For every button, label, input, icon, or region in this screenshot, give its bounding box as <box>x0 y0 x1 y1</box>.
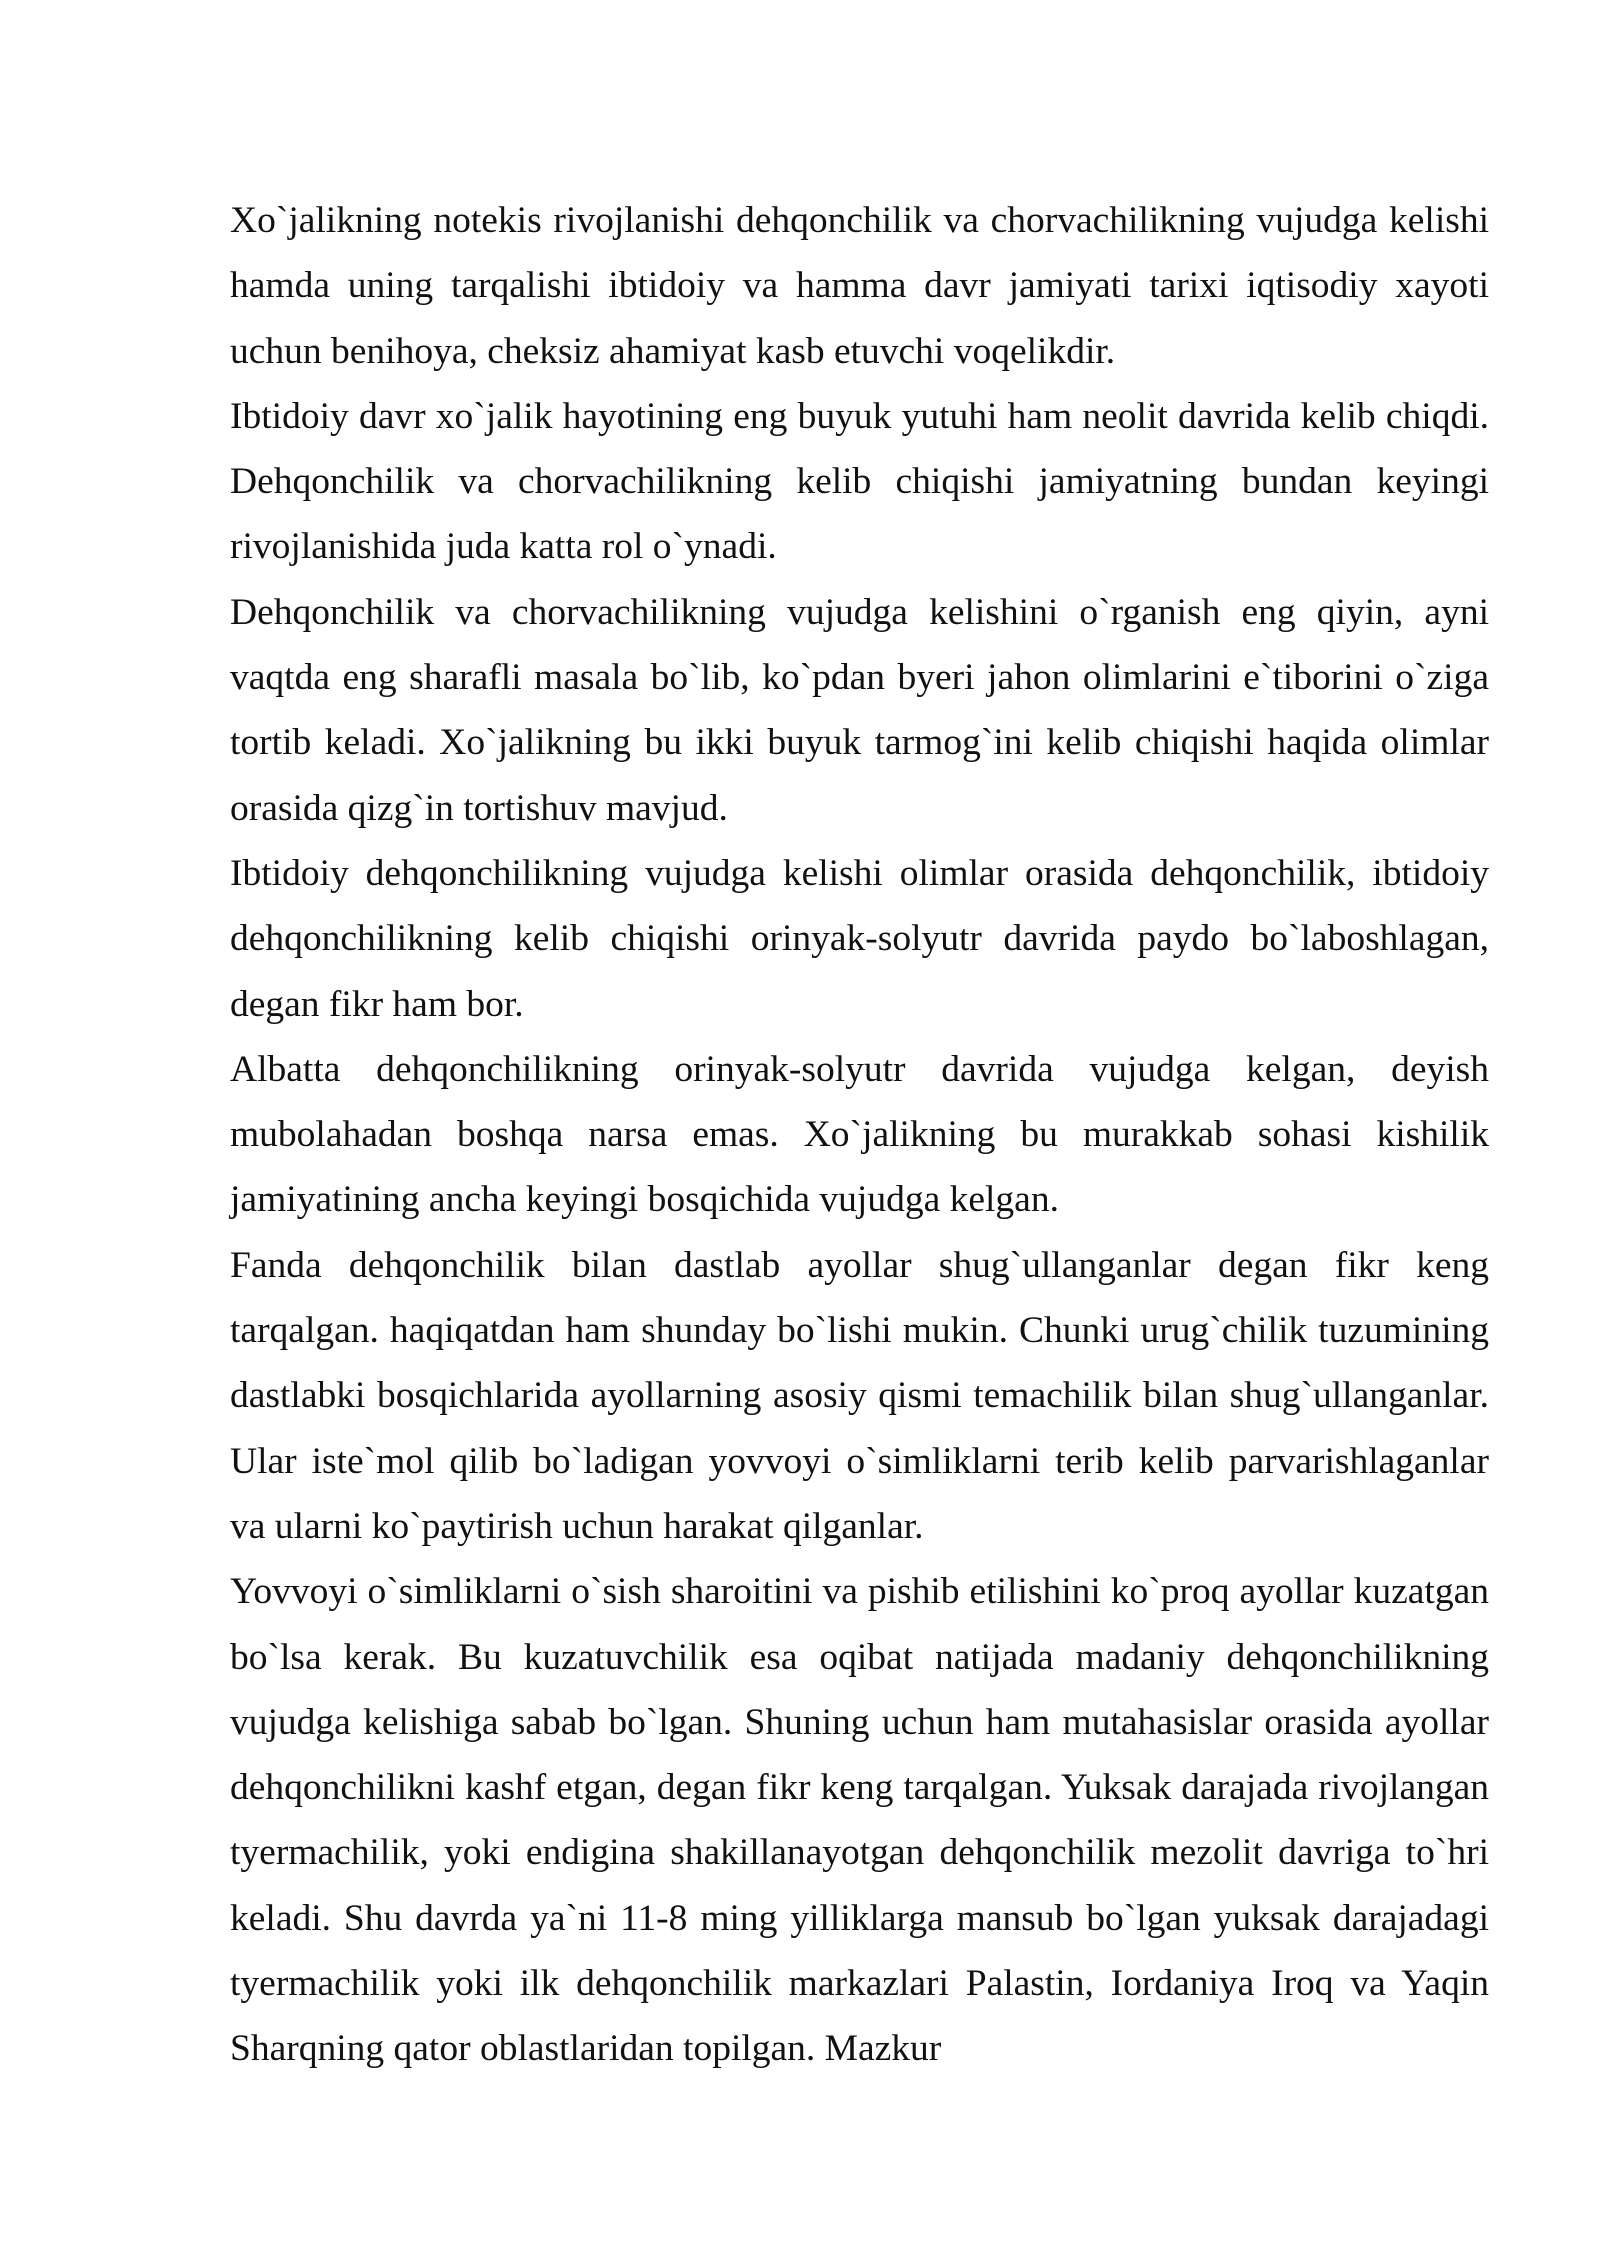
paragraph-5: Albatta dehqonchilikning orinyak-solyutr davrida vujudga kelgan, deyish mubolahadan boshqa narsa emas. Xo`jalikning bu murakkab sohasi kishilik jamiyatining ancha keyingi bosqichida vujudga kelgan. <box>230 1048 1489 1221</box>
paragraph-4: Ibtidoiy dehqonchilikning vujudga kelishi olimlar orasida dehqonchilik, ibtidoiy dehqonchilikning kelib chiqishi orinyak-solyutr davrida paydo bo`laboshlagan, degan fikr ham bor. <box>230 852 1489 1025</box>
document-body <box>230 188 1489 2082</box>
paragraph-2: Ibtidoiy davr xo`jalik hayotining eng buyuk yutuhi ham neolit davrida kelib chiqdi. Dehqonchilik va chorvachilikning kelib chiqishi jamiyatning bundan keyingi rivojlanishida juda katta rol o`ynadi. <box>230 395 1489 568</box>
paragraph-1: Xo`jalikning notekis rivojlanishi dehqonchilik va chorvachilikning vujudga kelishi hamda uning tarqalishi ibtidoiy va hamma davr jamiyati tarixi iqtisodiy xayoti uchun benihoya, cheksiz ahamiyat kasb etuvchi voqelikdir. <box>230 200 1489 372</box>
paragraph-6: Fanda dehqonchilik bilan dastlab ayollar shug`ullanganlar degan fikr keng tarqalgan. haqiqatdan ham shunday bo`lishi mukin. Chunki urug`chilik tuzumining dastlabki bosqichlarida ayollarning asosiy qismi temachilik bilan shug`ullanganlar. Ular iste`mol qilib bo`ladigan yovvoyi o`simliklarni terib kelib parvarishlaganlar va ularni ko`paytirish uchun harakat qilganlar. <box>230 1244 1489 1547</box>
paragraph-7: Yovvoyi o`simliklarni o`sish sharoitini va pishib etilishini ko`proq ayollar kuzatgan bo`lsa kerak. Bu kuzatuvchilik esa oqibat natijada madaniy dehqonchilikning vujudga kelishiga sabab bo`lgan. Shuning uchun ham mutahasislar orasida ayollar dehqonchilikni kashf etgan, degan fikr keng tarqalgan. Yuksak darajada rivojlangan tyermachilik, yoki endigina shakillanayotgan dehqonchilik mezolit davriga to`hri keladi. Shu davrda ya`ni 11-8 ming yilliklarga mansub bo`lgan yuksak darajadagi tyermachilik yoki ilk dehqonchilik markazlari Palastin, Iordaniya Iroq va Yaqin Sharqning qator oblastlaridan topilgan. Mazkur <box>230 1571 1489 2070</box>
paragraph-3: Dehqonchilik va chorvachilikning vujudga kelishini o`rganish eng qiyin, ayni vaqtda eng sharafli masala bo`lib, ko`pdan byeri jahon olimlarini e`tiborini o`ziga tortib keladi. Xo`jalikning bu ikki buyuk tarmog`ini kelib chiqishi haqida olimlar orasida qizg`in tortishuv mavjud. <box>230 591 1489 829</box>
